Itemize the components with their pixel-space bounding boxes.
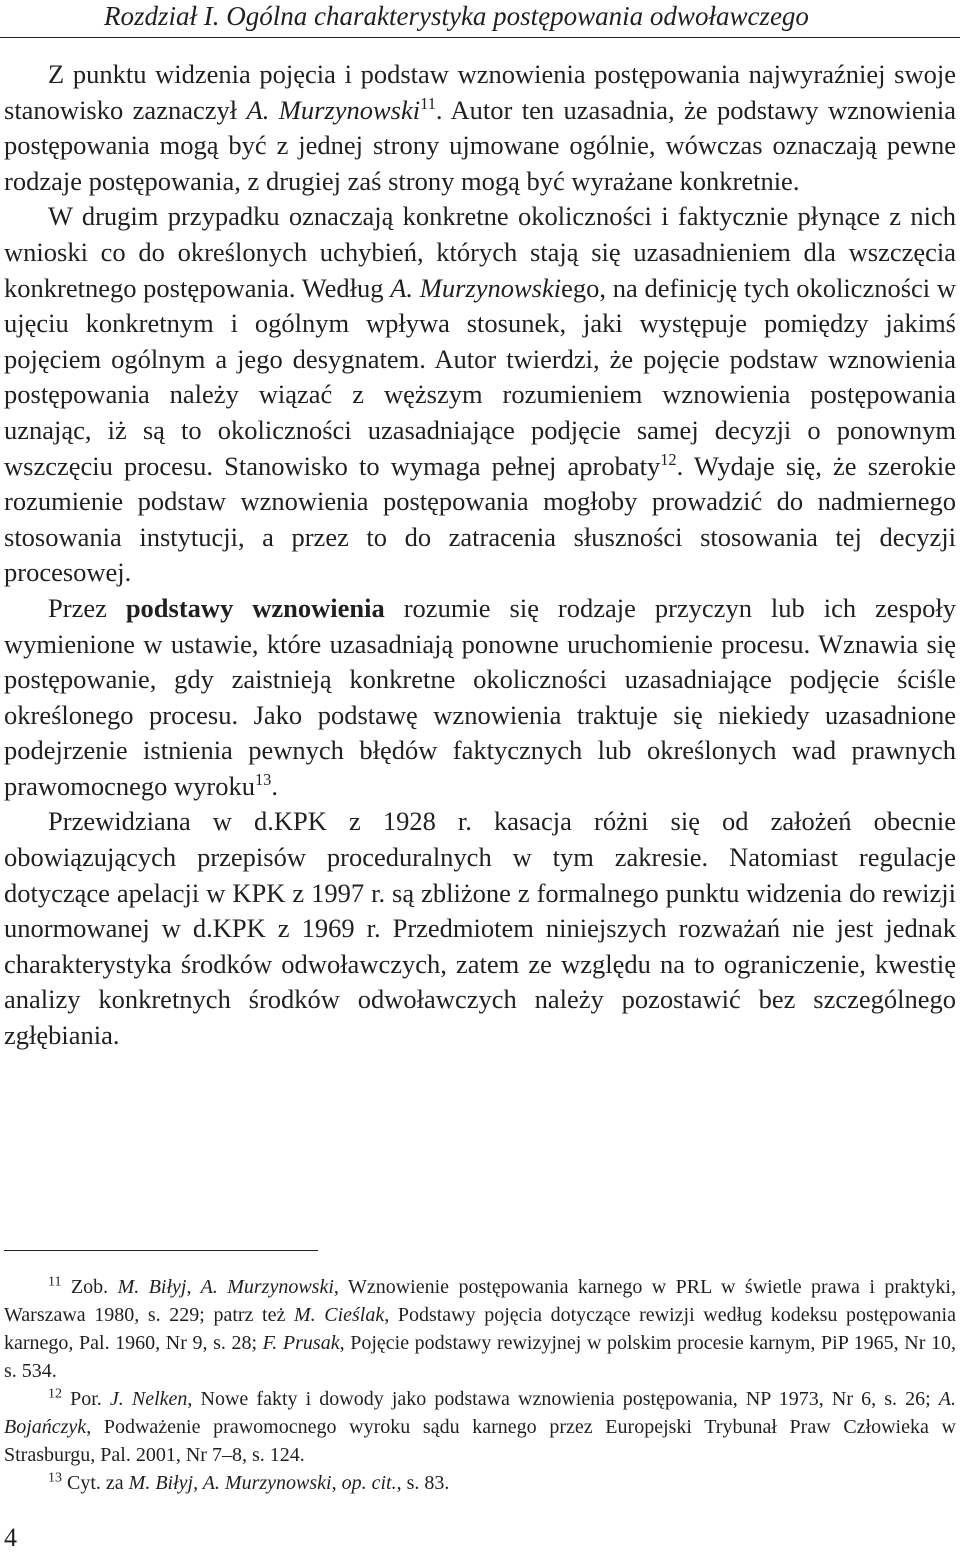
footnote-13 xyxy=(4,1469,956,1497)
footnote-12 xyxy=(4,1385,956,1469)
footnote-text: Cyt. za xyxy=(62,1472,129,1494)
footnote-11 xyxy=(4,1273,956,1385)
running-header: Rozdział I. Ogólna charakterystyka postępowania odwoławczego xyxy=(104,1,809,31)
footnote-text: Zob. xyxy=(61,1276,118,1298)
paragraph-4: Przewidziana w d.KPK z 1928 r. kasacja różni się od założeń obecnie obowiązujących przepisów proceduralnych w tym zakresie. Natomiast regulacje dotyczące apelacji w KPK z 1997 r. są zbliżone z formalnego punktu widzenia do rewizji unormowanej w d.KPK z 1969 r. Przedmiotem niniejszych rozważań nie jest jednak charakterystyka środków odwoławczych, zatem ze względu na to ograniczenie, kwestię analizy konkretnych środków odwoławczych należy pozostawić bez szczególnego zgłębiania. xyxy=(4,806,956,1051)
footnote-author: M. Cieślak xyxy=(293,1304,385,1326)
footnotes xyxy=(4,1273,956,1497)
footnote-number: 13 xyxy=(48,1470,62,1486)
paragraph-3-text-a: Przez xyxy=(48,592,126,623)
footnote-ref-12[interactable]: 12 xyxy=(660,449,677,469)
paragraph-3-text-c: . xyxy=(271,770,278,801)
footnote-text: Por. xyxy=(62,1388,110,1410)
page-number: 4 xyxy=(4,1523,17,1552)
paragraph-3-text-b: rozumie się rodzaje przyczyn lub ich zespoły wymienione w ustawie, które uzasadniają ponowne uruchomienie procesu. Wznawia się postępowanie, gdy zaistnieją konkretne okoliczności uzasadniające podjęcie ściśle określonego procesu. Jako podstawę wznowienia traktuje się niekiedy uzasadnione podejrzenie istnienia pewnych błędów faktycznych lub określonych wad prawnych prawomocnego wyroku xyxy=(4,592,956,801)
footnote-author: F. Prusak xyxy=(262,1332,340,1354)
footnote-text: , Pojęcie podstawy rewizyjnej w polskim procesie karnym, PiP 1965, Nr 10, s. 534. xyxy=(4,1332,956,1382)
footnote-text: , Nowe fakty i dowody jako podstawa wznowienia postępowania, NP 1973, Nr 6, s. 26; xyxy=(187,1388,939,1410)
footnote-text: , Podstawy pojęcia dotyczące rewizji według kodeksu postępowania karnego, Pal. 1960, Nr 9, s. 28; xyxy=(4,1304,956,1354)
footnote-author: J. Nelken xyxy=(109,1388,188,1410)
footnote-text: , s. 83. xyxy=(396,1472,450,1494)
footnote-number: 12 xyxy=(48,1386,62,1402)
paragraph-2 xyxy=(4,199,956,591)
footnote-author: A. Bojańczyk xyxy=(4,1388,956,1438)
footnote-ref-13[interactable]: 13 xyxy=(254,770,272,790)
author-name: A. Murzynowski xyxy=(390,272,562,303)
footnote-separator xyxy=(4,1250,318,1251)
paragraph-1-text-a: Z punktu widzenia pojęcia i podstaw wznowienia postępowania najwyraźniej swoje stanowisko zaznaczył xyxy=(4,59,956,125)
paragraph-2-text-b: ego, na definicję tych okoliczności w ujęciu konkretnym i ogólnym wpływa stosunek, jaki występuje pomiędzy jakimś pojęciem ogólnym a jego desygnatem. Autor twierdzi, że pojęcie podstaw wznowienia postępowania należy wiązać z węższym rozumieniem wznowienia postępowania uznając, iż są to okoliczności uzasadniające podjęcie samej decyzji o ponownym wszczęciu procesu. Stanowisko to wymaga pełnej aprobaty xyxy=(4,272,956,481)
paragraph-2-text-a: W drugim przypadku oznaczają konkretne okoliczności i faktycznie płynące z nich wnioski co do określonych uchybień, których stają się uzasadnieniem dla wszczęcia konkretnego postępowania. Według xyxy=(4,201,956,303)
footnote-ref-11[interactable]: 11 xyxy=(420,93,436,113)
bold-term: podstawy wznowienia xyxy=(125,592,385,623)
paragraph-3 xyxy=(4,591,956,805)
footnote-number: 11 xyxy=(48,1274,62,1290)
footnote-author: M. Biłyj, A. Murzynowski xyxy=(117,1276,334,1298)
paragraph-1-text-b: . Autor ten uzasadnia, że podstawy wznowienia postępowania mogą być z jednej strony ujmowane ogólnie, wówczas oznaczają pewne rodzaje postępowania, z drugiej zaś strony mogą być wyrażane konkretnie. xyxy=(4,94,957,196)
footnote-text: , Wznowienie postępowania karnego w PRL w świetle prawa i praktyki, Warszawa 1980, s. 229; patrz też xyxy=(4,1276,956,1326)
footnote-author: M. Biłyj, A. Murzynowski xyxy=(128,1472,332,1494)
paragraph-1 xyxy=(4,57,956,199)
footnote-text: , Podważenie prawomocnego wyroku sądu karnego przez Europejski Trybunał Praw Człowieka w Strasburgu, Pal. 2001, Nr 7–8, s. 124. xyxy=(4,1416,956,1466)
author-name: A. Murzynowski xyxy=(246,94,421,125)
footnote-citation: op. cit. xyxy=(341,1472,397,1494)
main-text xyxy=(4,57,956,1054)
paragraph-2-text-c: . Wydaje się, że szerokie rozumienie podstaw wznowienia postępowania mogłoby prowadzić do nadmiernego stosowania instytucji, a przez to do zatracenia słuszności stosowania tej decyzji procesowej. xyxy=(4,450,956,588)
footnote-text: , xyxy=(331,1472,342,1494)
header-rule xyxy=(0,37,960,38)
